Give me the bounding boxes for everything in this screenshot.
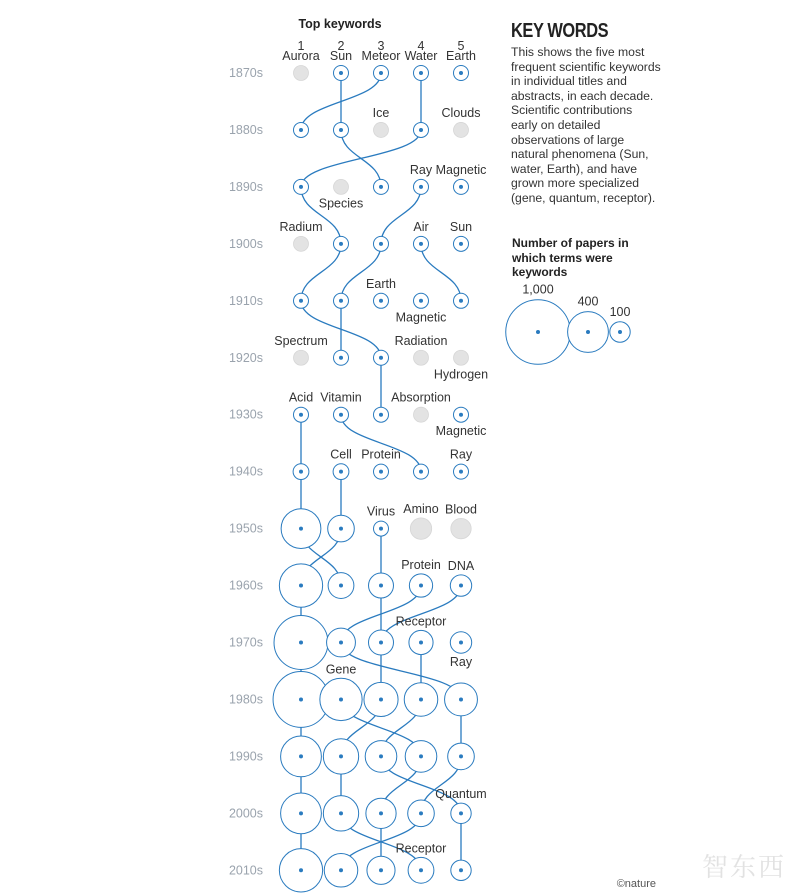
keyword-dot-2000s-5 [459,811,463,815]
term-label-1870s-meteor: Meteor [361,49,401,63]
keyword-dot-1970s-2 [339,641,343,645]
term-label-1940s-protein: Protein [361,447,401,462]
term-label-1920s-radiation: Radiation [394,333,448,348]
term-label-1880s-clouds: Clouds [441,105,481,120]
keyword-dot-1970s-1 [299,641,303,645]
keyword-dot-2010s-2 [339,868,343,872]
keyword-dot-1980s-4 [419,697,423,701]
keyword-dot-1950s-3 [379,527,383,531]
keyword-dot-1930s-1 [299,413,303,417]
rank-label-1: 1 [297,39,305,53]
keyword-circle-1880s-3 [374,122,389,137]
term-label-1950s-amino: Amino [403,501,439,516]
decade-label-1870s: 1870s [228,66,263,80]
legend-label-400: 400 [577,294,599,309]
keyword-dot-1940s-4 [419,470,423,474]
keyword-dot-1890s-1 [299,185,303,189]
keyword-dot-1980s-1 [299,697,303,701]
keyword-dot-1940s-3 [379,470,383,474]
keyword-dot-1910s-5 [459,299,463,303]
keyword-circle-1900s-1 [294,236,309,251]
keyword-dot-1960s-3 [379,584,383,588]
term-label-1950s-blood: Blood [445,502,477,517]
legend-dot-400 [586,330,590,334]
term-label-1940s-ray: Ray [449,447,473,462]
decade-label-2010s: 2010s [228,863,263,878]
keyword-dot-1970s-5 [459,641,463,645]
term-label-1940s-cell: Cell [330,447,352,462]
term-label-1890s-magnetic: Magnetic [435,162,487,177]
keyword-dot-1870s-3 [379,71,383,75]
term-label-1930s-vitamin: Vitamin [320,390,362,405]
term-label-1950s-virus: Virus [366,504,396,519]
term-label-1890s-ray: Ray [409,162,433,177]
keyword-dot-1890s-4 [419,185,423,189]
keyword-dot-1870s-5 [459,71,463,75]
decade-label-1890s: 1890s [228,179,263,194]
term-label-1910s-magnetic: Magnetic [395,310,447,325]
top-keywords-header: Top keywords [298,17,382,31]
keyword-circle-1920s-1 [294,350,309,365]
keyword-dot-1940s-5 [459,470,463,474]
term-label-1890s-species: Species [318,196,364,211]
term-label-1870s-earth: Earth [446,49,476,63]
term-label-1880s-ice: Ice [372,105,390,120]
keyword-dot-1980s-2 [339,697,343,701]
keyword-dot-1980s-3 [379,697,383,701]
term-label-1960s-protein: Protein [401,557,441,572]
term-label-1960s-dna: DNA [447,558,475,573]
keyword-dot-1990s-5 [459,754,463,758]
decade-label-1940s: 1940s [228,464,263,479]
legend-title: Number of papers in which terms were keywords [512,236,629,280]
keyword-dot-1910s-2 [339,299,343,303]
keyword-dot-1900s-2 [339,242,343,246]
decade-label-1970s: 1970s [228,635,263,650]
keyword-dot-2010s-1 [299,868,303,872]
decade-label-1920s: 1920s [228,350,263,365]
keyword-dot-1920s-3 [379,356,383,360]
keyword-dot-1930s-5 [459,413,463,417]
keyword-dot-1910s-4 [419,299,423,303]
term-label-1930s-magnetic: Magnetic [435,424,487,439]
keyword-dot-1930s-2 [339,413,343,417]
keyword-dot-1880s-4 [419,128,423,132]
legend-label-1,000: 1,000 [522,282,554,297]
keyword-link-4 [301,130,421,187]
keyword-circle-1950s-5 [451,518,471,538]
keyword-dot-2010s-5 [459,868,463,872]
term-label-1900s-radium: Radium [279,219,323,234]
keyword-dot-1950s-1 [299,527,303,531]
keyword-dot-1970s-3 [379,641,383,645]
decade-label-1980s: 1980s [228,692,263,707]
legend-dot-100 [618,330,622,334]
keyword-link-14 [341,415,421,472]
keyword-dot-1950s-2 [339,527,343,531]
keyword-dot-1980s-5 [459,697,463,701]
rank-label-4: 4 [417,39,425,53]
keyword-dot-1870s-2 [339,71,343,75]
keyword-dot-1960s-4 [419,584,423,588]
keyword-dot-2010s-4 [419,868,423,872]
keyword-dot-1910s-3 [379,299,383,303]
term-label-1980s-gene: Gene [325,662,357,677]
rank-label-5: 5 [457,39,465,53]
keyword-dot-1880s-1 [299,128,303,132]
term-label-1910s-earth: Earth [366,276,396,291]
watermark: 智东西 [701,853,786,883]
keyword-circle-1870s-1 [294,66,309,81]
keyword-dot-1960s-5 [459,584,463,588]
keyword-dot-1900s-4 [419,242,423,246]
keyword-dot-1910s-1 [299,299,303,303]
keyword-dot-2000s-4 [419,811,423,815]
term-label-1900s-air: Air [413,219,429,234]
keyword-dot-1890s-5 [459,185,463,189]
nature-credit: ©nature [616,878,656,890]
keyword-dot-1990s-2 [339,754,343,758]
keyword-dot-1990s-3 [379,754,383,758]
rank-label-2: 2 [337,39,345,53]
decade-label-2000s: 2000s [228,806,263,821]
legend-label-100: 100 [609,304,631,319]
keyword-dot-1990s-4 [419,754,423,758]
decade-label-1880s: 1880s [228,122,263,137]
decade-label-1960s: 1960s [228,578,263,593]
keyword-dot-1900s-3 [379,242,383,246]
term-label-1930s-acid: Acid [288,390,314,405]
keyword-circle-1890s-2 [334,179,349,194]
keyword-dot-1890s-3 [379,185,383,189]
decade-label-1900s: 1900s [228,236,263,251]
keyword-dot-2000s-2 [339,811,343,815]
legend-dot-1,000 [536,330,540,334]
chart-description: This shows the five most frequent scientific keywords in individual titles and abstracts, in each decade. Scientific contributions early on detailed observations of large natural phenomena (Sun, water, Earth), and have grown more specialized (gene, quantum, receptor). [511,45,661,205]
keyword-link-7 [301,244,341,301]
keyword-dot-1920s-2 [339,356,343,360]
term-label-1930s-absorption: Absorption [391,390,451,405]
keyword-dot-1970s-4 [419,641,423,645]
keyword-link-8 [341,244,381,301]
keyword-dot-2000s-3 [379,811,383,815]
keyword-dot-2000s-1 [299,811,303,815]
term-label-1970s-receptor: Receptor [395,614,447,629]
decade-label-1930s: 1930s [228,407,263,422]
term-label-1970s-ray: Ray [449,655,473,670]
keyword-link-9 [421,244,461,301]
keyword-circle-1920s-5 [454,350,469,365]
decade-label-1990s: 1990s [228,749,263,764]
keyword-link-6 [381,187,421,244]
keyword-dot-1930s-3 [379,413,383,417]
term-label-1900s-sun: Sun [449,219,473,234]
keyword-dot-1940s-1 [299,470,303,474]
chart-title: KEY WORDS [511,20,609,42]
rank-label-3: 3 [377,39,385,53]
keyword-dot-1880s-2 [339,128,343,132]
keyword-dot-1990s-1 [299,754,303,758]
keyword-circle-1880s-5 [454,122,469,137]
term-label-1920s-spectrum: Spectrum [274,333,328,348]
keyword-circle-1920s-4 [414,350,429,365]
keyword-dot-1900s-5 [459,242,463,246]
term-label-1920s-hydrogen: Hydrogen [433,367,489,382]
keyword-dot-1960s-2 [339,584,343,588]
term-label-2010s-receptor: Receptor [395,841,447,856]
keyword-dot-1940s-2 [339,470,343,474]
keyword-circle-1950s-4 [410,518,431,539]
term-label-1870s-aurora: Aurora [282,49,320,63]
keyword-circle-1930s-4 [414,407,429,422]
term-label-1870s-sun: Sun [329,49,353,63]
term-label-1870s-water: Water [404,49,438,63]
keyword-dot-1960s-1 [299,584,303,588]
term-label-2000s-quantum: Quantum [435,787,487,802]
decade-label-1950s: 1950s [228,521,263,536]
decade-label-1910s: 1910s [228,293,263,308]
keyword-dot-2010s-3 [379,868,383,872]
keyword-dot-1870s-4 [419,71,423,75]
